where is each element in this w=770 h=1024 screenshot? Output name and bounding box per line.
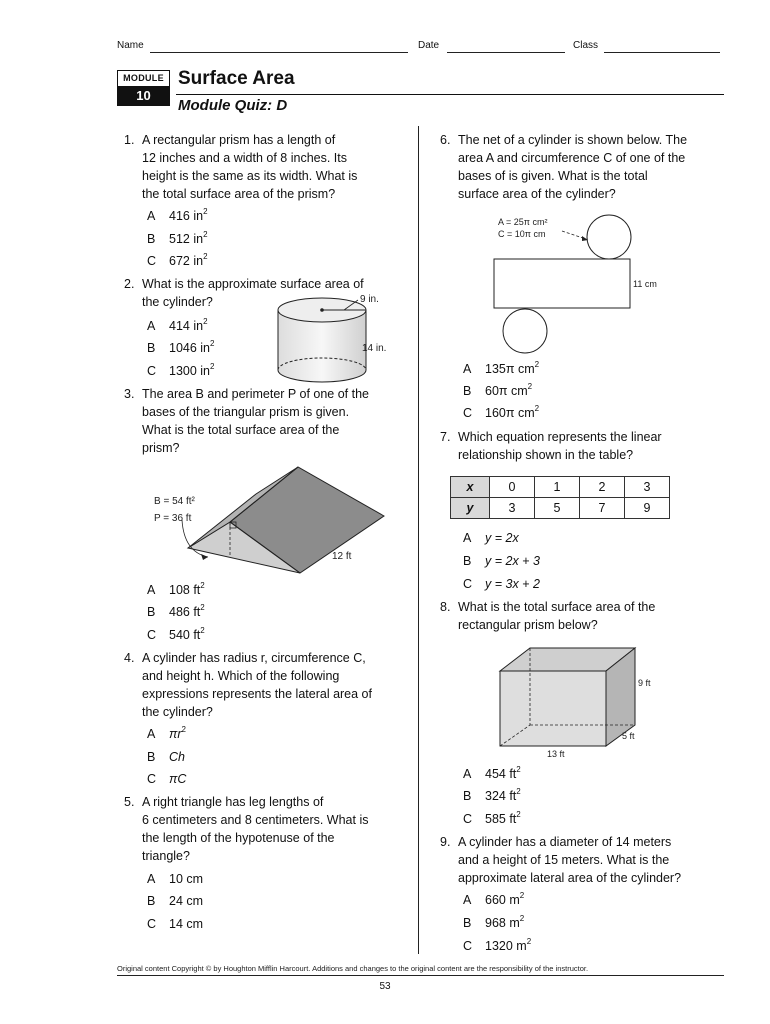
choice-text: 324 ft [485,789,517,803]
choice-letter: A [463,362,472,376]
choice-letter: A [463,893,472,907]
choice-text: 585 ft [485,812,517,826]
question-number: 2. [124,277,135,291]
table-cell: 2 [580,477,625,498]
question-text-line: 6 centimeters and 8 centimeters. What is [142,813,369,827]
question-text-line: the cylinder? [142,295,213,309]
choice-text: 660 m [485,893,520,907]
choice-exponent: 2 [526,937,532,946]
base-perimeter-label: P = 36 ft [154,513,192,524]
question-text-line: bases of the triangular prism is given. [142,405,350,419]
question-text-line: approximate lateral area of the cylinder? [458,871,682,885]
class-line [604,52,720,53]
choice-letter: C [147,772,157,786]
question-text-line: area A and circumference C of one of the [458,151,686,165]
question-text-line: the length of the hypotenuse of the [142,831,335,845]
question-text-line: Which equation represents the linear [458,430,662,444]
choice-text: 1300 in [169,364,211,378]
choice-exponent: 2 [200,626,205,635]
question-number: 7. [440,430,451,444]
choice-letter: A [463,531,472,545]
choice-letter: B [463,916,472,930]
choice-letter: A [147,583,156,597]
choice-text: 1320 m [485,939,527,953]
question-text-line: A rectangular prism has a length of [142,133,336,147]
question-text-line: A cylinder has radius r, circumference C, [142,651,366,665]
xy-table [450,476,670,519]
title-rule [176,94,724,95]
choice-text: 416 in [169,209,204,223]
question-text-line: The net of a cylinder is shown below. The [458,133,688,147]
choice-letter: C [147,364,157,378]
prism-length-label: 12 ft [332,551,352,562]
date-line [447,52,565,53]
module-label: MODULE [123,73,164,83]
choice-letter: B [147,341,156,355]
footer-rule [117,975,724,976]
choice-letter: B [147,894,156,908]
prism-length-label: 13 ft [547,749,565,759]
choice-text: 512 in [169,232,204,246]
table-cell: 9 [625,498,670,519]
choice-letter: B [463,789,472,803]
choice-letter: C [147,254,157,268]
rectangular-prism-figure [494,642,664,764]
choice-text: y = 3x + 2 [485,577,540,591]
choice-letter: B [147,232,156,246]
prism-width-label: 5 ft [622,731,635,741]
table-cell: 3 [490,498,535,519]
choice-exponent: 2 [203,252,208,261]
choice-text: 14 cm [169,917,204,931]
table-cell: 3 [625,477,670,498]
choice-exponent: 2 [519,891,525,900]
base-area-label: B = 54 ft² [154,496,195,507]
height-label: 14 in. [362,343,387,354]
page-title: Surface Area [178,68,295,89]
question-text-line: What is the total surface area of the [458,600,656,614]
choice-letter: A [147,209,156,223]
choice-exponent: 2 [527,382,533,391]
choice-text: y = 2x + 3 [485,554,540,568]
choice-letter: C [147,628,157,642]
choice-text: 108 ft [169,583,201,597]
question-number: 6. [440,133,451,147]
copyright-notice: Original content Copyright © by Houghton Mifflin Harcourt. Additions and changes to the original content are the responsibility of the instructor. [117,964,589,973]
choice-text: 486 ft [169,605,201,619]
choice-exponent: 2 [534,360,540,369]
table-row [451,477,670,498]
choice-exponent: 2 [203,230,208,239]
net-height-label: 11 cm [633,279,657,289]
prism-height-label: 9 ft [638,678,651,688]
question-text-line: triangle? [142,849,190,863]
question-text-line: and height h. Which of the following [142,669,340,683]
page-subtitle: Module Quiz: D [178,97,288,114]
question-text-line: bases of is given. What is the total [458,169,648,183]
choice-text: 968 m [485,916,520,930]
choice-exponent: 2 [200,581,205,590]
choice-letter: B [147,750,156,764]
table-row [451,498,670,519]
choice-exponent: 2 [516,787,521,796]
question-text-line: What is the approximate surface area of [142,277,364,291]
choice-exponent: 2 [516,765,521,774]
question-text-line: the cylinder? [142,705,213,719]
choice-exponent: 2 [519,914,525,923]
radius-label: 9 in. [360,294,379,305]
question-text-line: surface area of the cylinder? [458,187,616,201]
table-cell: 0 [490,477,535,498]
module-number: 10 [118,86,169,105]
question-number: 4. [124,651,135,665]
choice-text: 454 ft [485,767,517,781]
class-label: Class [573,40,599,51]
question-number: 9. [440,835,451,849]
choice-exponent: 2 [534,404,540,413]
cylinder-figure [270,288,400,388]
date-label: Date [418,40,440,51]
base-circumference-label: C = 10π cm [498,229,546,239]
choice-letter: B [463,554,472,568]
question-text-line: relationship shown in the table? [458,448,634,462]
question-number: 8. [440,600,451,614]
choice-text: 1046 in [169,341,211,355]
module-badge [117,70,170,106]
choice-text: 672 in [169,254,204,268]
question-number: 1. [124,133,135,147]
table-cell: 1 [535,477,580,498]
choice-letter: C [463,577,473,591]
table-header-cell: x [451,477,490,498]
choice-exponent: 2 [203,207,208,216]
choice-text: 135π cm [485,362,535,376]
question-number: 3. [124,387,135,401]
choice-text: πr [169,727,182,741]
question-text-line: and a height of 15 meters. What is the [458,853,670,867]
choice-text: 160π cm [485,406,535,420]
choice-text: πC [169,772,187,786]
choice-exponent: 2 [210,362,215,371]
question-text-line: height is the same as its width. What is [142,169,358,183]
choice-text: y = 2x [485,531,519,545]
choice-exponent: 2 [200,603,205,612]
question-text-line: expressions represents the lateral area of [142,687,372,701]
choice-letter: C [147,917,157,931]
table-header-cell: y [451,498,490,519]
cylinder-net-figure [490,212,690,360]
choice-text: 60π cm [485,384,528,398]
choice-letter: A [463,767,472,781]
page-number: 53 [379,981,391,992]
question-number: 5. [124,795,135,809]
choice-exponent: 2 [181,725,186,734]
choice-letter: A [147,319,156,333]
column-divider [418,126,419,954]
choice-letter: A [147,727,156,741]
choice-letter: C [463,406,473,420]
name-line [150,52,408,53]
choice-text: 414 in [169,319,204,333]
choice-letter: B [463,384,472,398]
choice-text: 10 cm [169,872,204,886]
question-text-line: rectangular prism below? [458,618,598,632]
choice-letter: B [147,605,156,619]
table-cell: 5 [535,498,580,519]
choice-text: 24 cm [169,894,204,908]
question-text-line: prism? [142,441,180,455]
question-text-line: A right triangle has leg lengths of [142,795,324,809]
choice-text: Ch [169,750,185,764]
question-text-line: The area B and perimeter P of one of the [142,387,369,401]
name-label: Name [117,40,144,51]
choice-text: 540 ft [169,628,201,642]
question-text-line: 12 inches and a width of 8 inches. Its [142,151,347,165]
choice-letter: A [147,872,156,886]
table-cell: 7 [580,498,625,519]
question-text-line: What is the total surface area of the [142,423,340,437]
choice-exponent: 2 [516,810,521,819]
triangular-prism-figure [148,462,388,580]
choice-exponent: 2 [203,317,208,326]
question-text-line: the total surface area of the prism? [142,187,336,201]
choice-exponent: 2 [210,339,215,348]
choice-letter: C [463,812,473,826]
choice-letter: C [463,939,473,953]
base-area-label: A = 25π cm² [498,217,548,227]
question-text-line: A cylinder has a diameter of 14 meters [458,835,672,849]
